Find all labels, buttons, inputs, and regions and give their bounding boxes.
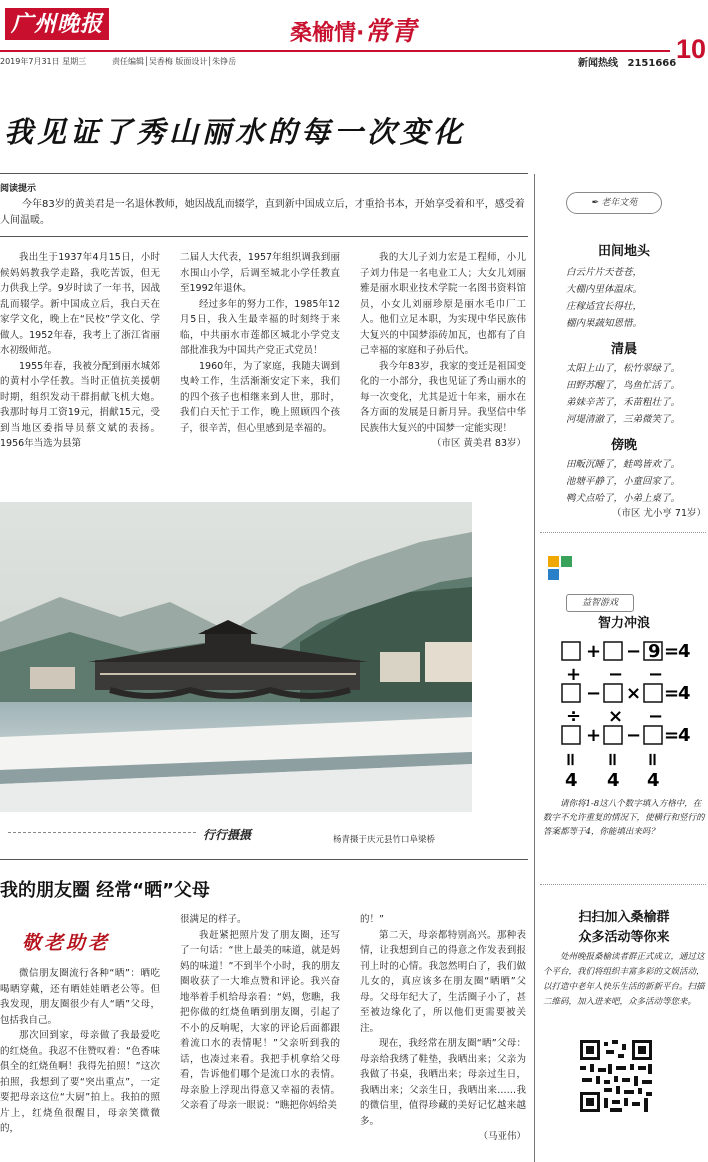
puzzle-instructions: 请你将1-8这八个数字填入方格中，在数字不允许重复的情况下，使横行和竖行的答案都等于4，你能填出来吗？ [543, 799, 705, 837]
puzzle-cell [644, 726, 662, 744]
divider [540, 532, 706, 533]
article2-column-3 [360, 912, 526, 1145]
row-result: 4 [678, 725, 691, 746]
paragraph: 经过多年的努力工作，1985年12月5日，我入生最幸福的时刻终于来临，中共丽水市莲都区城北小学党支部批准我为中国共产党正式党员！ [180, 298, 340, 356]
operator: + [566, 664, 582, 685]
poem-line: 池塘平静了，小童回家了。 [566, 476, 681, 487]
article2-headline: 我的朋友圈 经常“晒”父母 [0, 880, 210, 901]
newspaper-logo: 广州晚报 [5, 8, 109, 40]
lead-text: 今年83岁的黄美君是一名退休教师，她因战乱而辍学，直到新中国成立后，才重拾书本，开始享受着和平，感受着人间温暖。 [0, 199, 525, 226]
equals-sign: = [602, 752, 623, 768]
math-puzzle-grid [560, 640, 700, 790]
sidebar-divider [534, 174, 535, 1162]
poem-body [566, 264, 642, 332]
operator: − [626, 725, 642, 746]
quill-icon: ✒ [590, 198, 599, 208]
paragraph: 很满足的样子。 [180, 914, 247, 925]
puzzle-cell [562, 684, 580, 702]
promo-text: 处州晚报桑榆读者群正式成立，通过这个平台，我们将组织丰富多彩的文娱活动，以打造中老年人快乐生活的新新平台。扫描二维码，加入进来吧，众多活动等您来。 [543, 952, 705, 1007]
news-hotline [578, 54, 676, 69]
page-number: 10 [676, 34, 707, 64]
paragraph: 我今年83岁，我家的变迁是祖国变化的一小部分，我也见证了秀山丽水的每一次变化，尤其是近十年来，丽水在各方面的发展是日新月异。我坚信中华民族伟大复兴的中国梦一定能实现！ [360, 360, 526, 434]
operator: − [608, 664, 624, 685]
paragraph: 的！” [360, 914, 384, 925]
promo-subtitle: 众多活动等你来 [578, 930, 670, 945]
article1-column-3 [360, 250, 526, 452]
poem-line: 太阳上山了，松竹翠绿了。 [566, 363, 681, 374]
poem-title: 清晨 [610, 342, 637, 357]
equals-sign: = [664, 725, 680, 746]
poem-line: 田野苏醒了，鸟鱼忙活了。 [566, 380, 681, 391]
row-result: 4 [678, 683, 691, 704]
poem-line: 白云片片天苍苍， [566, 267, 643, 278]
section-title-main: 桑榆情· [290, 21, 365, 46]
operator: − [626, 641, 642, 662]
game-badge-label: 益智游戏 [581, 598, 618, 608]
qr-code[interactable] [578, 1038, 654, 1114]
paragraph: 第二天，母亲都特别高兴。那种表情，让我想到自己的得意之作发表到报刊上时的心情。我忽然明白了，我们做儿女的，真应该多在朋友圈“晒晒”父母。父母年纪大了，生活圈子小了，甚至被边缘化了，所以他们更需要被关注。 [360, 929, 526, 1034]
row-result: 4 [678, 641, 691, 662]
poem-line: 棚内果蔬知恩惜。 [566, 318, 643, 329]
article2-column-2 [180, 912, 340, 1114]
puzzle-cell [604, 642, 622, 660]
section-title-accent: 常青 [364, 17, 417, 47]
poem-line: 庄稼适宜长得壮， [566, 301, 643, 312]
paragraph: 我出生于1937年4月15日，小时候妈妈教我学走路，我吃苦饭，但无力供我上学。9岁时读了一年书，因战乱而辍学。新中国成立后，我白天在家学文化，晚上在“民校”学文化、学做人。1952年春，我考上了浙江省丽水初级师范。 [0, 252, 160, 356]
operator: − [648, 664, 664, 685]
paragraph: 现在，我经常在朋友圈“晒”父母：母亲给我绣了鞋垫，我晒出来；父亲为我做了书桌，我晒出来；母亲过生日，我晒出来；父亲生日，我晒出来……我的微信里，值得珍藏的美好记忆越来越多。 [360, 1038, 526, 1127]
puzzle-cell [604, 684, 622, 702]
paragraph: 二届人大代表，1957年组织调我到丽水围山小学，后调至城北小学任教直至1992年退休。 [180, 252, 340, 294]
poem-line: 河堤清澈了，三弟微笑了。 [566, 414, 681, 425]
divider [8, 832, 196, 833]
paragraph: 1955年春，我被分配到丽水城郊的黄村小学任教。当时正值抗美援朝时期，组织发动干群捐献飞机大炮。我那时每月工资19元，捐献15元，受到当地区委指导员蔡文斌的表扬。1956年当选为县第 [0, 360, 160, 449]
divider [0, 236, 528, 237]
operator: − [586, 683, 602, 704]
author-signature: （市区 黄美君 83岁） [431, 438, 526, 449]
puzzle-cell [562, 642, 580, 660]
operator: × [626, 683, 642, 704]
puzzle-cell [562, 726, 580, 744]
puzzle-title: 智力冲浪 [597, 616, 650, 631]
section-title [290, 11, 416, 48]
header-rule [0, 50, 670, 52]
divider [0, 859, 528, 860]
operator: ÷ [566, 706, 582, 727]
lead-label: 阅读提示 [0, 184, 37, 194]
column-result: 4 [565, 770, 578, 790]
equals-sign: = [664, 683, 680, 704]
hotline-label: 新闻热线 [578, 58, 618, 69]
poetry-badge-label: 老年文苑 [601, 198, 638, 208]
article1-headline: 我见证了秀山丽水的每一次变化 [4, 115, 467, 149]
paragraph: 我的大儿子刘力宏是工程师，小儿子刘力伟是一名电业工人；大女儿刘丽雅是丽水职业技术学院一名图书资料馆员，小女儿刘丽珍原是丽水毛巾厂工人。他们立足本职，为实现中华民族伟大复兴的中国梦添砖加瓦，也都有了自己幸福的家庭和子孙后代。 [360, 252, 526, 356]
poem-line: 田畈沉睡了，蛙鸣皆欢了。 [566, 459, 681, 470]
operator: + [586, 725, 602, 746]
masthead [0, 0, 708, 70]
poetry-badge [566, 192, 662, 214]
game-badge [566, 594, 634, 612]
poem-title: 傍晚 [610, 438, 637, 453]
operator: + [586, 641, 602, 662]
poem-body [566, 456, 680, 507]
editor-credits: 责任编辑│吴香梅 版面设计│朱铮岳 [112, 57, 237, 66]
paragraph: 那次回到家，母亲做了我最爱吃的红烧鱼。我忍不住赞叹着：“色香味俱全的红烧鱼啊！我得先拍照！”这次拍照，我想到了要“突出重点”，一定要把母亲这位“大厨”拍上。我拍的照片上，红烧鱼很醒目，母亲笑微微的， [0, 1030, 160, 1134]
paragraph: 我赶紧把照片发了朋友圈，还写了一句话：“世上最美的味道，就是妈妈的味道！”不到半个小时，我的朋友圈收获了一大堆点赞和评论。我兴奋地举着手机给母亲看：“妈，您瞧，我把你做的红烧鱼晒到朋友圈，引起了不小的反响呢，大家的评论后面都跟着流口水的表情呢！”父亲听到我的话，也凑过来看。我把手机拿给父母看，告诉他们哪个是流口水的表情。母亲脸上浮现出得意又幸福的表情。父亲看了母亲一眼说：“瞧把你妈给美 [180, 929, 340, 1111]
photo-caption: 杨青摄于庆元县竹口阜梁桥 [333, 835, 436, 845]
poem-body [566, 360, 680, 428]
promo-title: 扫扫加入桑榆群 [578, 910, 670, 925]
author-signature: （马亚伟） [478, 1131, 526, 1142]
divider [540, 884, 706, 885]
poem-line: 弟妹辛苦了，禾苗粗壮了。 [566, 397, 681, 408]
equals-sign: = [642, 752, 663, 768]
column-result: 4 [647, 770, 660, 790]
photo-section-label: 行行摄摄 [203, 828, 252, 842]
article1-column-1 [0, 250, 160, 452]
column-result: 4 [607, 770, 620, 790]
column-label: 敬老助老 [22, 932, 111, 954]
bridge-photo [0, 502, 472, 812]
puzzle-piece-icon [548, 556, 572, 580]
hotline-number: 2151666 [627, 58, 677, 69]
paragraph: 微信朋友圈流行各种“晒”：晒吃喝晒穿戴，还有晒娃娃晒老公等。但我发现，朋友圈很少有人“晒”父母，包括我自己。 [0, 968, 160, 1026]
operator: − [648, 706, 664, 727]
issue-date: 2019年7月31日 星期三 [0, 57, 87, 66]
divider [0, 173, 528, 174]
article1-column-2 [180, 250, 340, 436]
equals-sign: = [664, 641, 680, 662]
puzzle-cell [644, 684, 662, 702]
equals-sign: = [560, 752, 581, 768]
poem-line: 鸭犬点哈了，小弟上桌了。 [566, 493, 681, 504]
puzzle-cell [604, 726, 622, 744]
given-number: 9 [648, 641, 661, 662]
paragraph: 1960年，为了家庭，我随夫调到曳岭工作，生活渐渐安定下来，我们的四个孩子也相继来到人世，那时，我们白天忙于工作，晚上照顾四个孩子，很辛苦，但心里感到是幸福的。 [180, 360, 340, 434]
poem-signature: （市区 尤小亨 71岁） [611, 508, 706, 519]
operator: × [608, 706, 624, 727]
article2-column-1 [0, 966, 160, 1137]
poem-title: 田间地头 [597, 244, 650, 259]
bridge-photo-illustration [0, 502, 472, 812]
qr-code-icon [578, 1038, 654, 1114]
poem-line: 大棚内里体温床。 [566, 284, 643, 295]
